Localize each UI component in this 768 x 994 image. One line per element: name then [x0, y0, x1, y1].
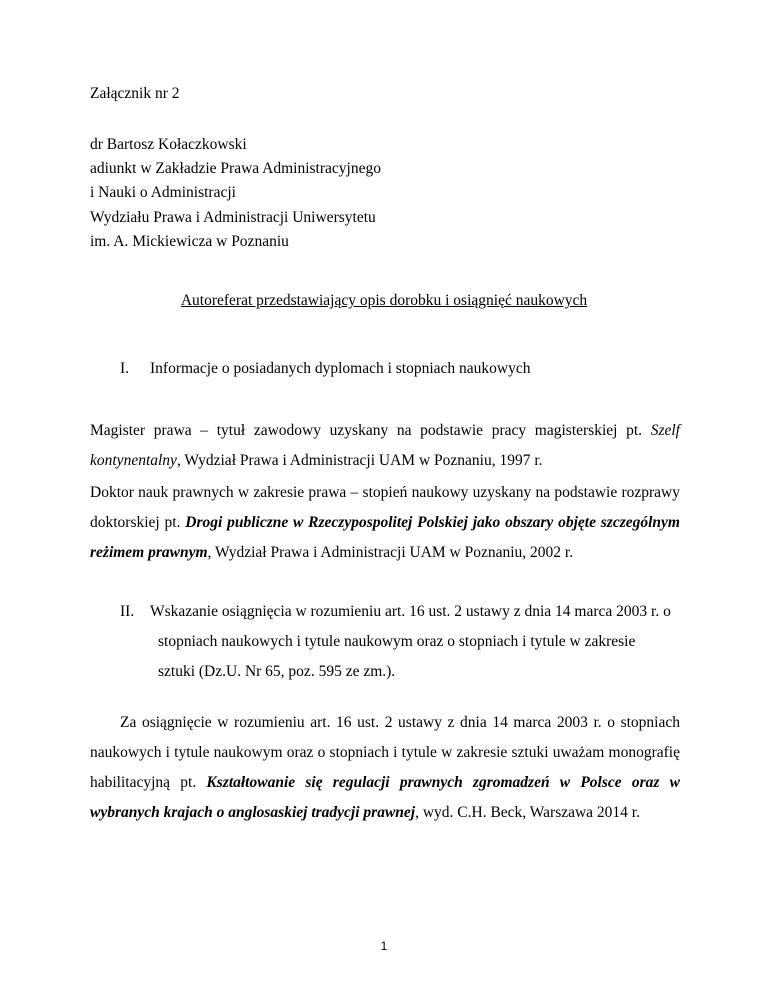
section-number: II.	[120, 603, 135, 620]
paragraph-text: , wyd. C.H. Beck, Warszawa 2014 r.	[415, 804, 640, 821]
section-number: I.	[120, 360, 130, 377]
paragraph	[90, 416, 680, 476]
paragraph-text: Magister prawa – tytuł zawodowy uzyskany na podstawie pracy magisterskiej pt.	[90, 422, 651, 439]
annex-label: Załącznik nr 2	[90, 85, 180, 102]
monograph-title: Kształtowanie się regulacji prawnych zgromadzeń w Polsce oraz w wybranych krajach o anglosaskiej tradycji prawnej	[90, 774, 680, 821]
author-affiliation-line: Wydziału Prawa i Administracji Uniwersytetu	[90, 209, 376, 226]
document-title	[0, 291, 768, 311]
author-affiliation-line: i Nauki o Administracji	[90, 184, 236, 201]
section-heading	[120, 597, 680, 687]
author-affiliation-line: im. A. Mickiewicza w Poznaniu	[90, 233, 289, 250]
section-heading-text: Wskazanie osiągnięcia w rozumieniu art. 16 ust. 2 ustawy z dnia 14 marca 2003 r. o	[150, 603, 671, 620]
author-affiliation-line: adiunkt w Zakładzie Prawa Administracyjnego	[90, 160, 381, 177]
paragraph-text: , Wydział Prawa i Administracji UAM w Poznaniu, 1997 r.	[176, 452, 543, 469]
paragraph	[90, 478, 680, 568]
section-heading-text: stopniach naukowych i tytule naukowym oraz o stopniach i tytule w zakresie	[158, 633, 636, 650]
paragraph-text: , Wydział Prawa i Administracji UAM w Poznaniu, 2002 r.	[207, 544, 574, 561]
page-number: 1	[380, 939, 388, 953]
paragraph-text: Za osiągnięcie w rozumieniu art. 16 ust. 2 ustawy z dnia 14 marca 2003 r. o stopniach naukowych i tytule naukowym oraz o stopniach i tytule w zakresie sztuki uważam monografię habilitacyjną pt.	[90, 714, 680, 791]
dissertation-title: Drogi publiczne w Rzeczypospolitej Polskiej jako obszary objęte szczególnym reżimem prawnym	[90, 514, 680, 561]
section-heading-text: Informacje o posiadanych dyplomach i stopniach naukowych	[150, 360, 531, 377]
thesis-title: Szelf kontynentalny	[90, 422, 680, 469]
author-name: dr Bartosz Kołaczkowski	[90, 136, 247, 153]
paragraph	[90, 708, 680, 828]
document-title-text: Autoreferat przedstawiający opis dorobku i osiągnięć naukowych	[180, 292, 588, 309]
section-heading-text: sztuki (Dz.U. Nr 65, poz. 595 ze zm.).	[158, 663, 396, 680]
section-heading	[120, 359, 531, 379]
paragraph-text: Doktor nauk prawnych w zakresie prawa – stopień naukowy uzyskany na podstawie rozprawy doktorskiej pt.	[90, 484, 680, 531]
